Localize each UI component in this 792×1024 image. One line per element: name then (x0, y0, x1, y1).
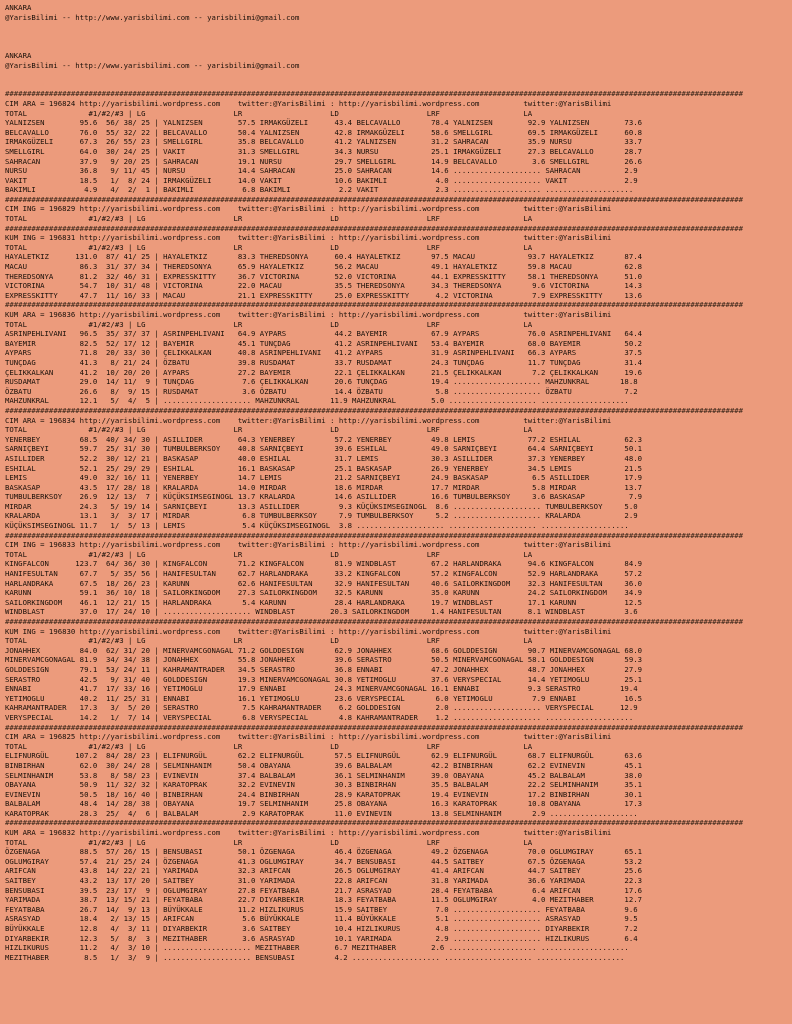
race-header-line: CIM ING = 196829 http://yarisbilimi.wordpress.com twitter:@YarisBilimi : http://yarisbilimi.wordpress.com twitter:@YarisBilimi (5, 204, 612, 214)
separator-line: ######################################################################################################################################################################## (5, 194, 744, 204)
horse-row-line: IRMAKGÜZELI 67.3 26/ 55/ 23 | SMELLGIRL 35.8 BELCAVALLO 41.2 YALNIZSEN 31.2 SAHRACAN 35.9 NURSU 33.7 (5, 137, 642, 147)
column-header-line: TOTAL #1/#2/#3 | LG LR LD LRF LA (5, 425, 533, 435)
blank-line (5, 80, 791, 90)
blank-line (5, 41, 791, 51)
column-header-line: TOTAL #1/#2/#3 | LG LR LD LRF LA (5, 636, 533, 646)
horse-row-line: YETIMOGLU 40.2 11/ 25/ 31 | ENNABI 16.1 YETIMOGLU 23.6 VERYSPECIAL 6.0 YETIMOGLU 7.9 ENNABI 16.5 (5, 693, 642, 703)
separator-line: ######################################################################################################################################################################## (5, 405, 744, 415)
horse-row-line: ARIFCAN 43.8 14/ 22/ 21 | YARIMADA 32.3 ARIFCAN 26.5 OGLUMGIRAY 41.4 ARIFCAN 44.7 SAITBEY 25.6 (5, 866, 642, 876)
horse-row-line: VAKIT 18.5 1/ 8/ 24 | IRMAKGÜZELI 14.0 VAKIT 10.6 BAKIMLI 4.0 .................... VAKIT 2.9 (5, 175, 638, 185)
horse-row-line: ENNABI 41.7 17/ 33/ 16 | YETIMOGLU 17.9 ENNABI 24.3 MINERVAMCGONAGAL 16.1 ENNABI 9.3 SERASTRO 19.4 (5, 684, 638, 694)
horse-row-line: SMELLGIRL 64.0 30/ 24/ 25 | VAKIT 31.3 SMELLGIRL 34.3 NURSU 25.1 IRMAKGÜZELI 27.3 BELCAVALLO 28.7 (5, 146, 642, 156)
column-header-line: TOTAL #1/#2/#3 | LG LR LD LRF LA (5, 214, 533, 224)
page-header-line: ANKARA (5, 50, 32, 60)
separator-line: ######################################################################################################################################################################## (5, 722, 744, 732)
horse-row-line: TUNÇDAG 41.3 8/ 21/ 24 | ÖZBATU 39.8 RUSDAMAT 33.7 RUSDAMAT 24.3 TUNÇDAG 11.7 TUNÇDAG 31.4 (5, 357, 642, 367)
horse-row-line: SAHRACAN 37.9 9/ 20/ 25 | SAHRACAN 19.1 NURSU 29.7 SMELLGIRL 14.9 BELCAVALLO 3.6 SMELLGIRL 26.6 (5, 156, 642, 166)
separator-line: ######################################################################################################################################################################## (5, 617, 744, 626)
horse-row-line: KARUNN 59.1 36/ 10/ 18 | SAILORKINGDOM 27.3 SAILORKINGDOM 32.5 KARUNN 35.0 KARUNN 24.2 SAILORKINGDOM 34.9 (5, 588, 642, 598)
page-header-line: @YarisBilimi -- http://www.yarisbilimi.com -- yarisbilimi@gmail.com (5, 60, 300, 70)
horse-row-line: BALBALAM 48.4 14/ 28/ 38 | OBAYANA 19.7 SELMINHANIM 25.8 OBAYANA 16.3 KARATOPRAK 10.8 OBAYANA 17.3 (5, 799, 642, 809)
horse-row-line: ELIFNURGÜL 107.2 84/ 28/ 23 | ELIFNURGÜL 62.2 ELIFNURGÜL 57.5 ELIFNURGÜL 62.9 ELIFNURGÜL 68.7 ELIFNURGÜL 63.6 (5, 751, 642, 761)
race-header-line: KUM ARA = 196832 http://yarisbilimi.wordpress.com twitter:@YarisBilimi : http://yarisbilimi.wordpress.com twitter:@YarisBilimi (5, 828, 612, 838)
race-header-line: KUM ARA = 196836 http://yarisbilimi.wordpress.com twitter:@YarisBilimi : http://yarisbilimi.wordpress.com twitter:@YarisBilimi (5, 310, 612, 319)
horse-row-line: ÖZGENAGA 88.5 57/ 26/ 15 | BENSUBASI 50.1 ÖZGENAGA 46.4 ÖZGENAGA 49.2 ÖZGENAGA 70.0 OGLUMGIRAY 65.1 (5, 847, 642, 857)
column-header-line: TOTAL #1/#2/#3 | LG LR LD LRF LA (5, 319, 533, 329)
blank-line (5, 70, 791, 80)
horse-row-line: THEREDSONYA 81.2 32/ 46/ 31 | EXPRESSKITTY 36.7 VICTORINA 52.0 VICTORINA 44.1 EXPRESSKITTY 58.1 THEREDSONYA 51.0 (5, 271, 642, 281)
horse-row-line: ASRASYAD 18.4 2/ 13/ 15 | ARIFCAN 5.6 BÜYÜKKALE 11.4 BÜYÜKKALE 5.1 .................... ASRASYAD 9.5 (5, 914, 638, 924)
horse-row-line: TUMBULBERKSOY 26.9 12/ 13/ 7 | KÜÇÜKSIMSEGINOGL 13.7 KRALARDA 14.6 ASILLIDER 16.6 TUMBULBERKSOY 3.6 BASKASAP 7.9 (5, 492, 642, 502)
program-sheet (5, 3, 791, 962)
horse-row-line: JONAHHEX 84.0 62/ 31/ 20 | MINERVAMCGONAGAL 71.2 GOLDDESIGN 62.9 JONAHHEX 68.6 GOLDDESIGN 90.7 MINERVAMCGONAGAL 68.0 (5, 645, 642, 655)
race-header-line: CIM ARA = 196824 http://yarisbilimi.wordpress.com twitter:@YarisBilimi : http://yarisbilimi.wordpress.com twitter:@YarisBilimi (5, 98, 612, 108)
page-header-line: ANKARA (5, 3, 32, 12)
horse-row-line: OGLUMGIRAY 57.4 21/ 25/ 24 | ÖZGENAGA 41.3 OGLUMGIRAY 34.7 BENSUBASI 44.5 SAITBEY 67.5 ÖZGENAGA 53.2 (5, 856, 642, 866)
horse-row-line: SAITBEY 43.2 13/ 17/ 20 | SAITBEY 31.0 YARIMADA 22.8 ARIFCAN 31.8 YARIMADA 36.6 YARIMADA 22.3 (5, 876, 642, 886)
column-header-line: TOTAL #1/#2/#3 | LG LR LD LRF LA (5, 837, 533, 847)
horse-row-line: VERYSPECIAL 14.2 1/ 7/ 14 | VERYSPECIAL 6.8 VERYSPECIAL 4.8 KAHRAMANTRADER 1.2 .................... .................... (5, 712, 634, 722)
horse-row-line: BENSUBASI 39.5 23/ 17/ 9 | OGLUMGIRAY 27.8 FEYATBABA 21.7 ASRASYAD 28.4 FEYATBABA 6.4 ARIFCAN 17.6 (5, 885, 642, 895)
horse-row-line: MEZITHABER 8.5 1/ 3/ 9 | .................... BENSUBASI 4.2 .................... .................... .................... (5, 952, 625, 962)
horse-row-line: KRALARDA 13.1 3/ 3/ 17 | MIRDAR 6.8 TUMBULBERKSOY 7.9 TUMBULBERKSOY 5.2 .................... KRALARDA 2.9 (5, 511, 638, 521)
horse-row-line: SELMINHANIM 53.8 8/ 58/ 23 | EVINEVIN 37.4 BALBALAM 36.1 SELMINHANIM 39.0 OBAYANA 45.2 BALBALAM 38.0 (5, 770, 642, 780)
horse-row-line: MACAU 86.3 31/ 37/ 34 | THEREDSONYA 65.9 HAYALETKIZ 56.2 MACAU 49.1 HAYALETKIZ 59.8 MACAU 62.8 (5, 262, 642, 272)
horse-row-line: HARLANDRAKA 67.5 18/ 26/ 23 | KARUNN 62.6 HANIFESULTAN 32.9 HANIFESULTAN 40.6 SAILORKINGDOM 32.3 HANIFESULTAN 36.0 (5, 578, 642, 588)
race-header-line: KUM ING = 196830 http://yarisbilimi.wordpress.com twitter:@YarisBilimi : http://yarisbilimi.wordpress.com twitter:@YarisBilimi (5, 626, 612, 636)
column-header-line: TOTAL #1/#2/#3 | LG LR LD LRF LA (5, 242, 533, 252)
race-header-line: KUM ING = 196831 http://yarisbilimi.wordpress.com twitter:@YarisBilimi : http://yarisbilimi.wordpress.com twitter:@YarisBilimi (5, 233, 612, 243)
horse-row-line: ÖZBATU 26.6 8/ 9/ 15 | RUSDAMAT 3.6 ÖZBATU 14.4 ÖZBATU 5.8 .................... ÖZBATU 7.2 (5, 386, 638, 396)
blank-line (5, 22, 791, 32)
horse-row-line: MINERVAMCGONAGAL 81.9 34/ 34/ 38 | JONAHHEX 55.8 JONAHHEX 39.6 SERASTRO 50.5 MINERVAMCGONAGAL 58.1 GOLDDESIGN 59.3 (5, 655, 642, 665)
horse-row-line: GOLDDESIGN 79.1 53/ 24/ 11 | KAHRAMANTRADER 34.5 SERASTRO 36.8 ENNABI 47.2 JONAHHEX 48.7 JONAHHEX 27.9 (5, 664, 642, 674)
separator-line: ######################################################################################################################################################################## (5, 89, 744, 99)
horse-row-line: EVINEVIN 50.5 18/ 16/ 40 | BINBIRHAN 24.4 BINBIRHAN 28.9 KARATOPRAK 19.4 EVINEVIN 17.2 BINBIRHAN 30.1 (5, 789, 642, 799)
horse-row-line: ESHILAL 52.1 25/ 29/ 29 | ESHILAL 16.1 BASKASAP 25.1 BASKASAP 26.9 YENERBEY 34.5 LEMIS 21.5 (5, 463, 642, 473)
horse-row-line: SARNIÇBEYI 59.7 25/ 31/ 30 | TUMBULBERKSOY 40.8 SARNIÇBEYI 39.6 ESHILAL 49.0 SARNIÇBEYI 64.4 SARNIÇBEYI 50.1 (5, 444, 642, 454)
horse-row-line: RUSDAMAT 29.0 14/ 11/ 9 | TUNÇDAG 7.6 ÇELIKKALKAN 20.6 TUNÇDAG 19.4 .................... MAHZUNKRAL 18.8 (5, 377, 638, 387)
horse-row-line: LEMIS 49.0 32/ 16/ 11 | YENERBEY 14.7 LEMIS 21.2 SARNIÇBEYI 24.9 BASKASAP 6.5 ASILLIDER 17.9 (5, 473, 642, 483)
horse-row-line: NURSU 36.8 9/ 11/ 45 | NURSU 14.4 SAHRACAN 25.0 SAHRACAN 14.6 .................... SAHRACAN 2.9 (5, 166, 638, 176)
page-header-line: @YarisBilimi -- http://www.yarisbilimi.com -- yarisbilimi@gmail.com (5, 12, 300, 22)
horse-row-line: FEYATBABA 26.7 14/ 9/ 13 | BÜYÜKKALE 11.2 HIZLIKURUS 15.9 SAITBEY 7.0 .................... FEYATBABA 9.6 (5, 904, 638, 914)
horse-row-line: KARATOPRAK 28.3 25/ 4/ 6 | BALBALAM 2.9 KARATOPRAK 11.0 EVINEVIN 13.8 SELMINHANIM 2.9 .................... (5, 808, 638, 818)
horse-row-line: MIRDAR 24.3 5/ 19/ 14 | SARNIÇBEYI 13.3 ASILLIDER 9.3 KÜÇÜKSIMSEGINOGL 8.6 .................... TUMBULBERKSOY 5.0 (5, 501, 638, 511)
horse-row-line: HAYALETKIZ 131.0 87/ 41/ 25 | HAYALETKIZ 83.3 THEREDSONYA 60.4 HAYALETKIZ 97.5 MACAU 93.7 HAYALETKIZ 87.4 (5, 252, 642, 262)
horse-row-line: KAHRAMANTRADER 17.3 3/ 5/ 20 | SERASTRO 7.5 KAHRAMANTRADER 6.2 GOLDDESIGN 2.0 .................... VERYSPECIAL 12.9 (5, 703, 638, 713)
separator-line: ######################################################################################################################################################################## (5, 530, 744, 540)
horse-row-line: VICTORINA 54.7 10/ 31/ 48 | VICTORINA 22.0 MACAU 35.5 THEREDSONYA 34.3 THEREDSONYA 9.6 VICTORINA 14.3 (5, 281, 642, 291)
horse-row-line: BINBIRHAN 62.0 30/ 24/ 28 | SELMINHANIM 50.4 OBAYANA 39.6 BALBALAM 42.2 BINBIRHAN 62.2 EVINEVIN 45.1 (5, 760, 642, 770)
horse-row-line: OBAYANA 50.9 11/ 32/ 32 | KARATOPRAK 32.2 EVINEVIN 30.3 BINBIRHAN 35.5 BALBALAM 22.2 SELMINHANIM 35.1 (5, 780, 642, 790)
horse-row-line: ASILLIDER 52.2 30/ 12/ 21 | BASKASAP 40.0 ESHILAL 31.7 LEMIS 30.3 ASILLIDER 37.3 YENERBEY 48.0 (5, 453, 642, 463)
horse-row-line: ÇELIKKALKAN 41.2 10/ 20/ 20 | AYPARS 27.2 BAYEMIR 22.1 ÇELIKKALKAN 21.5 ÇELIKKALKAN 7.2 ÇELIKKALKAN 19.6 (5, 367, 642, 377)
horse-row-line: HANIFESULTAN 67.7 5/ 35/ 56 | HANIFESULTAN 62.7 HARLANDRAKA 33.2 KINGFALCON 57.2 KINGFALCON 52.9 HARLANDRAKA 57.2 (5, 569, 642, 579)
horse-row-line: ASRINPEHLIVANI 96.5 35/ 37/ 37 | ASRINPEHLIVANI 64.9 AYPARS 44.2 BAYEMIR 67.9 AYPARS 76.0 ASRINPEHLIVANI 64.4 (5, 329, 642, 339)
separator-line: ######################################################################################################################################################################## (5, 300, 744, 310)
separator-line: ######################################################################################################################################################################## (5, 223, 744, 233)
horse-row-line: BASKASAP 43.5 17/ 28/ 18 | KRALARDA 14.0 MIRDAR 18.6 MIRDAR 17.7 MIRDAR 5.8 MIRDAR 13.7 (5, 482, 642, 492)
horse-row-line: BÜYÜKKALE 12.8 4/ 3/ 11 | DIYARBEKIR 3.6 SAITBEY 10.4 HIZLIKURUS 4.8 .................... DIYARBEKIR 7.2 (5, 924, 638, 933)
race-header-line: CIM ARA = 196825 http://yarisbilimi.wordpress.com twitter:@YarisBilimi : http://yarisbilimi.wordpress.com twitter:@YarisBilimi (5, 732, 612, 742)
horse-row-line: BAYEMIR 82.5 52/ 17/ 12 | BAYEMIR 45.1 TUNÇDAG 41.2 ASRINPEHLIVANI 53.4 BAYEMIR 68.0 BAYEMIR 50.2 (5, 338, 642, 348)
horse-row-line: YALNIZSEN 95.6 56/ 38/ 25 | YALNIZSEN 57.5 IRMAKGÜZELI 43.4 BELCAVALLO 78.4 YALNIZSEN 92.9 YALNIZSEN 73.6 (5, 118, 642, 128)
blank-line (5, 32, 791, 42)
horse-row-line: BELCAVALLO 76.0 55/ 32/ 22 | BELCAVALLO 50.4 YALNIZSEN 42.8 IRMAKGÜZELI 58.6 SMELLGIRL 69.5 IRMAKGÜZELI 60.8 (5, 127, 642, 137)
column-header-line: TOTAL #1/#2/#3 | LG LR LD LRF LA (5, 741, 533, 751)
horse-row-line: HIZLIKURUS 11.2 4/ 3/ 10 | .................... MEZITHABER 6.7 MEZITHABER 2.6 .................... .................... (5, 943, 629, 953)
horse-row-line: SAILORKINGDOM 46.1 12/ 21/ 15 | HARLANDRAKA 5.4 KARUNN 28.4 HARLANDRAKA 19.7 WINDBLAST 17.1 KARUNN 12.5 (5, 597, 642, 607)
horse-row-line: DIYARBEKIR 12.3 5/ 8/ 3 | MEZITHABER 3.6 ASRASYAD 10.1 YARIMADA 2.9 .................... HIZLIKURUS 6.4 (5, 933, 638, 943)
horse-row-line: MAHZUNKRAL 12.1 5/ 4/ 5 | .................... MAHZUNKRAL 11.9 MAHZUNKRAL 5.0 .................... .................... (5, 396, 629, 406)
horse-row-line: BAKIMLI 4.9 4/ 2/ 1 | BAKIMLI 6.8 BAKIMLI 2.2 VAKIT 2.3 .................... .................... (5, 185, 634, 195)
separator-line: ######################################################################################################################################################################## (5, 818, 744, 828)
horse-row-line: YENERBEY 68.5 40/ 34/ 30 | ASILLIDER 64.3 YENERBEY 57.2 YENERBEY 49.8 LEMIS 77.2 ESHILAL 62.3 (5, 434, 642, 444)
column-header-line: TOTAL #1/#2/#3 | LG LR LD LRF LA (5, 108, 533, 118)
horse-row-line: AYPARS 71.8 20/ 33/ 30 | ÇELIKKALKAN 40.8 ASRINPEHLIVANI 41.2 AYPARS 31.9 ASRINPEHLIVANI 66.3 AYPARS 37.5 (5, 348, 642, 358)
race-header-line: CIM ARA = 196834 http://yarisbilimi.wordpress.com twitter:@YarisBilimi : http://yarisbilimi.wordpress.com twitter:@YarisBilimi (5, 415, 612, 425)
horse-row-line: KINGFALCON 123.7 64/ 36/ 30 | KINGFALCON 71.2 KINGFALCON 81.9 WINDBLAST 67.2 HARLANDRAKA 94.6 KINGFALCON 84.9 (5, 559, 642, 569)
horse-row-line: KÜÇÜKSIMSEGINOGL 11.7 1/ 5/ 13 | LEMIS 5.4 KÜÇÜKSIMSEGINOGL 3.8 .................... .................... .................... (5, 521, 629, 531)
horse-row-line: SERASTRO 42.5 9/ 31/ 40 | GOLDDESIGN 19.3 MINERVAMCGONAGAL 30.8 YETIMOGLU 37.6 VERYSPECIAL 14.4 YETIMOGLU 25.1 (5, 674, 642, 684)
horse-row-line: EXPRESSKITTY 47.7 11/ 16/ 33 | MACAU 21.1 EXPRESSKITTY 25.0 EXPRESSKITTY 4.2 VICTORINA 7.9 EXPRESSKITTY 13.6 (5, 290, 642, 300)
column-header-line: TOTAL #1/#2/#3 | LG LR LD LRF LA (5, 549, 533, 559)
horse-row-line: WINDBLAST 37.0 17/ 24/ 10 | .................... WINDBLAST 20.3 SAILORKINGDOM 1.4 HANIFESULTAN 8.1 WINDBLAST 3.6 (5, 607, 638, 617)
race-header-line: CIM ING = 196833 http://yarisbilimi.wordpress.com twitter:@YarisBilimi : http://yarisbilimi.wordpress.com twitter:@YarisBilimi (5, 540, 612, 550)
horse-row-line: YARIMADA 38.7 13/ 15/ 21 | FEYATBABA 22.7 DIYARBEKIR 18.3 FEYATBABA 11.5 OGLUMGIRAY 4.0 MEZITHABER 12.7 (5, 895, 642, 905)
